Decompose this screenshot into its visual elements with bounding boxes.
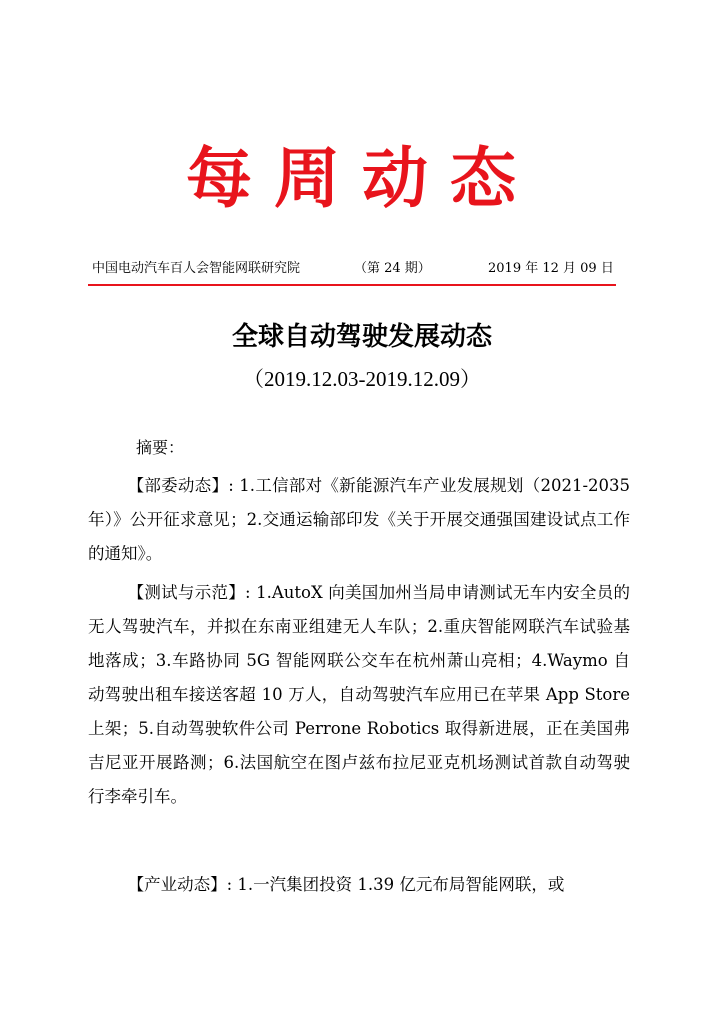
section-text: : 1.AutoX 向美国加州当局申请测试无车内安全员的无人驾驶汽车，并拟在东南亚组建无人车队；2.重庆智能网联汽车试验基地落成；3.车路协同 5G 智能网联公交车在杭州萧山亮相；4.Waymo 自动驾驶出租车接送客超 10 万人，自动驾驶汽车应用已在苹果 App Store 上架；5.自动驾驶软件公司 Perrone Robotics 取得新进展，正在美国弗吉尼亚开展路测；6.法国航空在图卢兹布拉尼亚克机场测试首款自动驾驶行李牵引车。: [88, 583, 630, 806]
section-tag: 【测试与示范】: [127, 583, 246, 602]
issue-info-line: [92, 259, 612, 279]
header-divider: [88, 284, 616, 286]
issue-number: （第 24 期）: [354, 261, 431, 276]
masthead-title: 每周动态: [186, 139, 538, 217]
section-tag: 【产业动态】: [127, 875, 227, 894]
institution-name: 中国电动汽车百人会智能网联研究院: [92, 261, 301, 276]
section-text: : 1.工信部对《新能源汽车产业发展规划（2021-2035 年）》公开征求意见；2.交通运输部印发《关于开展交通强国建设试点工作的通知》。: [88, 476, 631, 563]
abstract-label: 摘要：: [136, 438, 185, 457]
section-testing-demo: [88, 576, 630, 814]
section-ministry-news: [88, 469, 630, 571]
issue-date: 2019 年 12 月 09 日: [488, 261, 614, 276]
section-text: : 1.一汽集团投资 1.39 亿元布局智能网联，或: [226, 875, 565, 894]
date-range: （2019.12.03-2019.12.09）: [243, 367, 481, 391]
section-industry-news: [88, 868, 630, 902]
document-title: 全球自动驾驶发展动态: [231, 322, 492, 352]
section-tag: 【部委动态】: [127, 476, 229, 495]
